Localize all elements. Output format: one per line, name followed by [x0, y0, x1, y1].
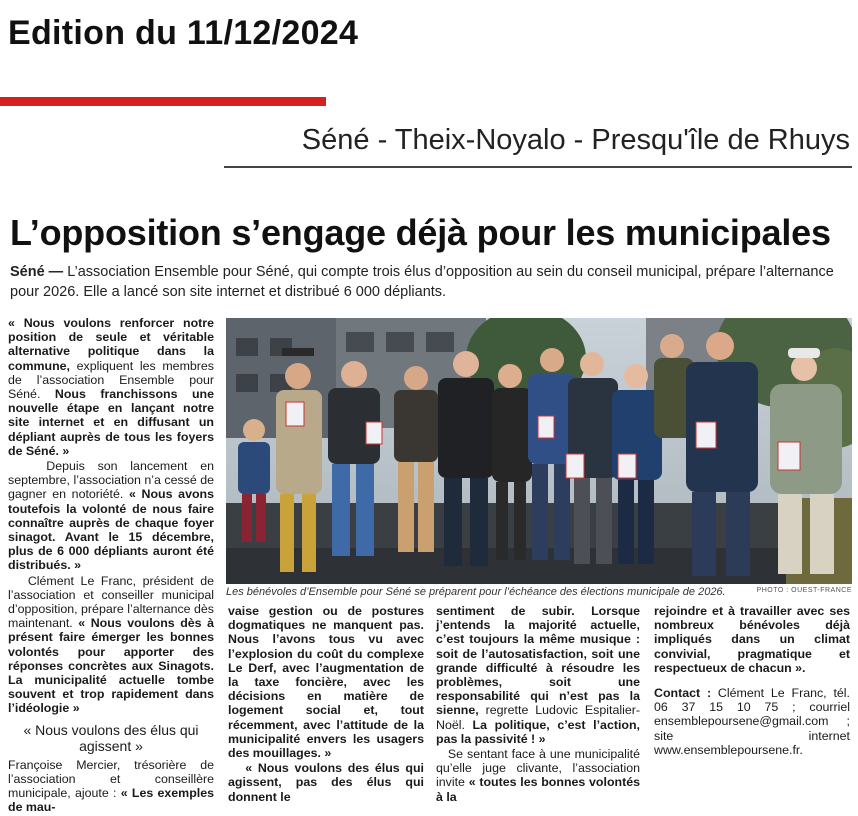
contact-paragraph [654, 686, 850, 757]
quote-text: sentiment de subir. Lorsque j’entends la majorité actuelle, c’est toujours la même musique : soit de l’autosatisfaction, soit une grande difficulté à résoudre les problèmes, soit une responsabilité qui n’est pas la sienne, [436, 604, 640, 718]
quote-text: La politique, c’est l’action, pas la passivité ! » [436, 717, 640, 746]
quote-text: « Nous voulons renforcer notre position de seule et véritable alternative politique dans la commune, [8, 316, 214, 373]
quote-text: rejoindre et à travailler avec ses nombreux bénévoles déjà impliqués dans un climat convivial, pragmatique et respectueux de chacun ». [654, 604, 850, 675]
paragraph [228, 761, 424, 804]
photo-credit: PHOTO : OUEST-FRANCE [756, 587, 852, 594]
quote-text: « Nous voulons dès à présent faire émerger les bonnes volontés pour apporter des réponses concrètes aux Sinagots. La municipalité actuelle tombe souvent et trop rapidement dans l’idéologie » [8, 616, 214, 716]
standfirst-dateline: Séné — [10, 264, 64, 280]
paragraph [8, 758, 214, 815]
intertitle: « Nous voulons des élus qui agissent » [23, 721, 199, 754]
body-text: Clément Le Franc, président de l’association et conseiller municipal d’opposition, prépare l’alternance dès maintenant. [8, 573, 215, 631]
quote-text: « Nous voulons des élus qui agissent, pas des élus qui donnent le [228, 761, 424, 804]
article-standfirst [10, 262, 850, 302]
article-headline: L’opposition s’engage déjà pour les municipales [10, 212, 831, 253]
quote-text: « Nous avons toutefois la volonté de nous faire connaître auprès de chaque foyer sinagot. Avant le 15 décembre, plus de 6 000 dépliants auront été distribués. » [8, 487, 214, 573]
paragraph [8, 574, 214, 716]
section-title: Séné - Theix-Noyalo - Presqu'île de Rhuys [301, 124, 850, 156]
spacer [654, 676, 850, 686]
body-text: Françoise Mercier, trésorière de l’association et conseillère municipale, ajoute : [8, 757, 214, 801]
section-rule [224, 166, 852, 168]
article-column-2 [228, 604, 424, 805]
body-text: regrette Ludovic Espitalier-Noël. [436, 703, 640, 732]
paragraph [436, 747, 640, 804]
contact-label: Contact : [654, 686, 712, 701]
paragraph [228, 604, 424, 760]
body-text: Se sentant face à une municipalité qu’elle juge clivante, l’association invite [436, 747, 640, 790]
caption-text: Les bénévoles d’Ensemble pour Séné se préparent pour l’échéance des élections municipale de 2026. [226, 586, 726, 598]
quote-text: « Les exemples de mau- [8, 786, 214, 815]
body-text: expliquent les membres de l’association Ensemble pour Séné. [8, 358, 214, 402]
paragraph [8, 316, 214, 458]
body-text: Depuis son lancement en septembre, l’association n’a cessé de gagner en notoriété. [8, 459, 214, 502]
paragraph [436, 604, 640, 746]
article-column-1 [8, 316, 214, 816]
red-accent-bar [0, 97, 326, 106]
article-column-4 [654, 604, 850, 758]
standfirst-text: L’association Ensemble pour Séné, qui compte trois élus d’opposition au sein du conseil municipal, prépare l’alternance pour 2026. Elle a lancé son site internet et distribué 6 000 dépliants. [10, 264, 834, 300]
photo-caption [226, 586, 852, 598]
quote-text: vaise gestion ou de postures dogmatiques ne manquent pas. Nous l’avons tous vu avec l’explosion du coût du complexe Le Derf, avec l’augmentation de la taxe foncière, avec les décisions en matière de logement social et, tout récemment, avec l’attitude de la municipalité envers les usagers des mouillages. » [228, 604, 424, 761]
contact-details: Clément Le Franc, tél. 06 37 15 10 75 ; courriel ensemblepoursene@gmail.com ; site internet www.ensemblepoursene.fr. [654, 686, 850, 757]
paragraph [654, 604, 850, 675]
group-photo [226, 318, 852, 584]
quote-text: « toutes les bonnes volontés à la [436, 775, 640, 804]
article-column-3 [436, 604, 640, 805]
paragraph [8, 459, 214, 573]
edition-date: Edition du 11/12/2024 [8, 14, 359, 52]
quote-text: Nous franchissons une nouvelle étape en lançant notre site internet et en diffusant un dépliant auprès de tous les foyers de Séné. » [8, 387, 214, 458]
